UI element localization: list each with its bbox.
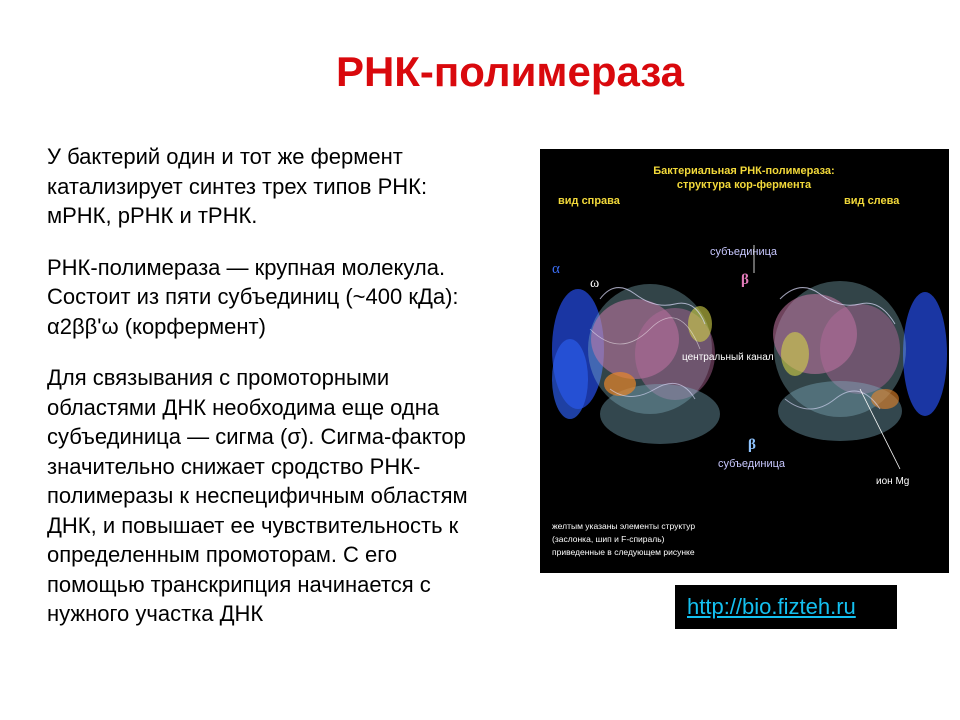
text-line: определенным промоторам. С его <box>47 542 398 567</box>
mg-ion-label: ион Mg <box>876 476 910 487</box>
source-link[interactable]: http://bio.fizteh.ru <box>687 594 856 619</box>
rna-polymerase-structure-figure <box>540 149 949 573</box>
figure-title-line1: Бактериальная РНК-полимераза: <box>653 165 835 177</box>
footnote-line: (заслонка, шип и F-спираль) <box>552 534 665 544</box>
paragraph-bacteria <box>47 142 517 231</box>
right-molecule-view <box>773 281 947 441</box>
view-right-label: вид справа <box>558 195 620 207</box>
view-left-label: вид слева <box>844 195 900 207</box>
alpha-label: α <box>552 261 560 277</box>
text-line: Состоит из пяти субъединиц (~400 кДа): <box>47 284 459 309</box>
subunit-bottom-label: субъединица <box>718 458 786 470</box>
text-line: мРНК, рРНК и тРНК. <box>47 203 258 228</box>
text-line: субъединица — сигма (σ). Сигма-фактор <box>47 424 466 449</box>
omega-label: ω <box>590 276 600 291</box>
subunit-top-label: субъединица <box>710 246 778 258</box>
text-line: РНК-полимераза — крупная молекула. <box>47 254 446 280</box>
paragraph-sigma <box>47 363 517 629</box>
footnote-line: желтым указаны элементы структур <box>552 521 696 531</box>
figure-title-line2: структура кор-фермента <box>676 179 812 191</box>
structure-image <box>540 149 949 573</box>
paragraph-subunits <box>47 253 517 342</box>
text-line: областями ДНК необходима еще одна <box>47 394 440 420</box>
text-line: ДНК, и повышает ее чувствительность к <box>47 512 459 538</box>
text-line: α2ββ'ω (корфермент) <box>47 313 266 339</box>
slide-title: РНК-полимераза <box>335 48 685 95</box>
text-line: помощью транскрипция начинается с <box>47 571 431 597</box>
text-line: нужного участка ДНК <box>47 601 264 626</box>
text-line: У бактерий один и тот же фермент <box>47 144 403 169</box>
central-channel-label: центральный канал <box>682 352 774 363</box>
text-line: Для связывания с промоторными <box>47 365 390 390</box>
source-link-box <box>675 585 897 629</box>
footnote-line: приведенные в следующем рисунке <box>552 547 695 557</box>
text-line: катализирует синтез трех типов РНК: <box>47 173 428 199</box>
text-column <box>47 142 517 651</box>
text-line: полимеразы к неспецифичным областям <box>47 483 468 508</box>
beta-label: β <box>748 437 756 453</box>
text-line: значительно снижает сродство РНК- <box>47 453 421 479</box>
beta-prime-label: β <box>741 272 749 288</box>
left-molecule-view <box>552 284 720 444</box>
